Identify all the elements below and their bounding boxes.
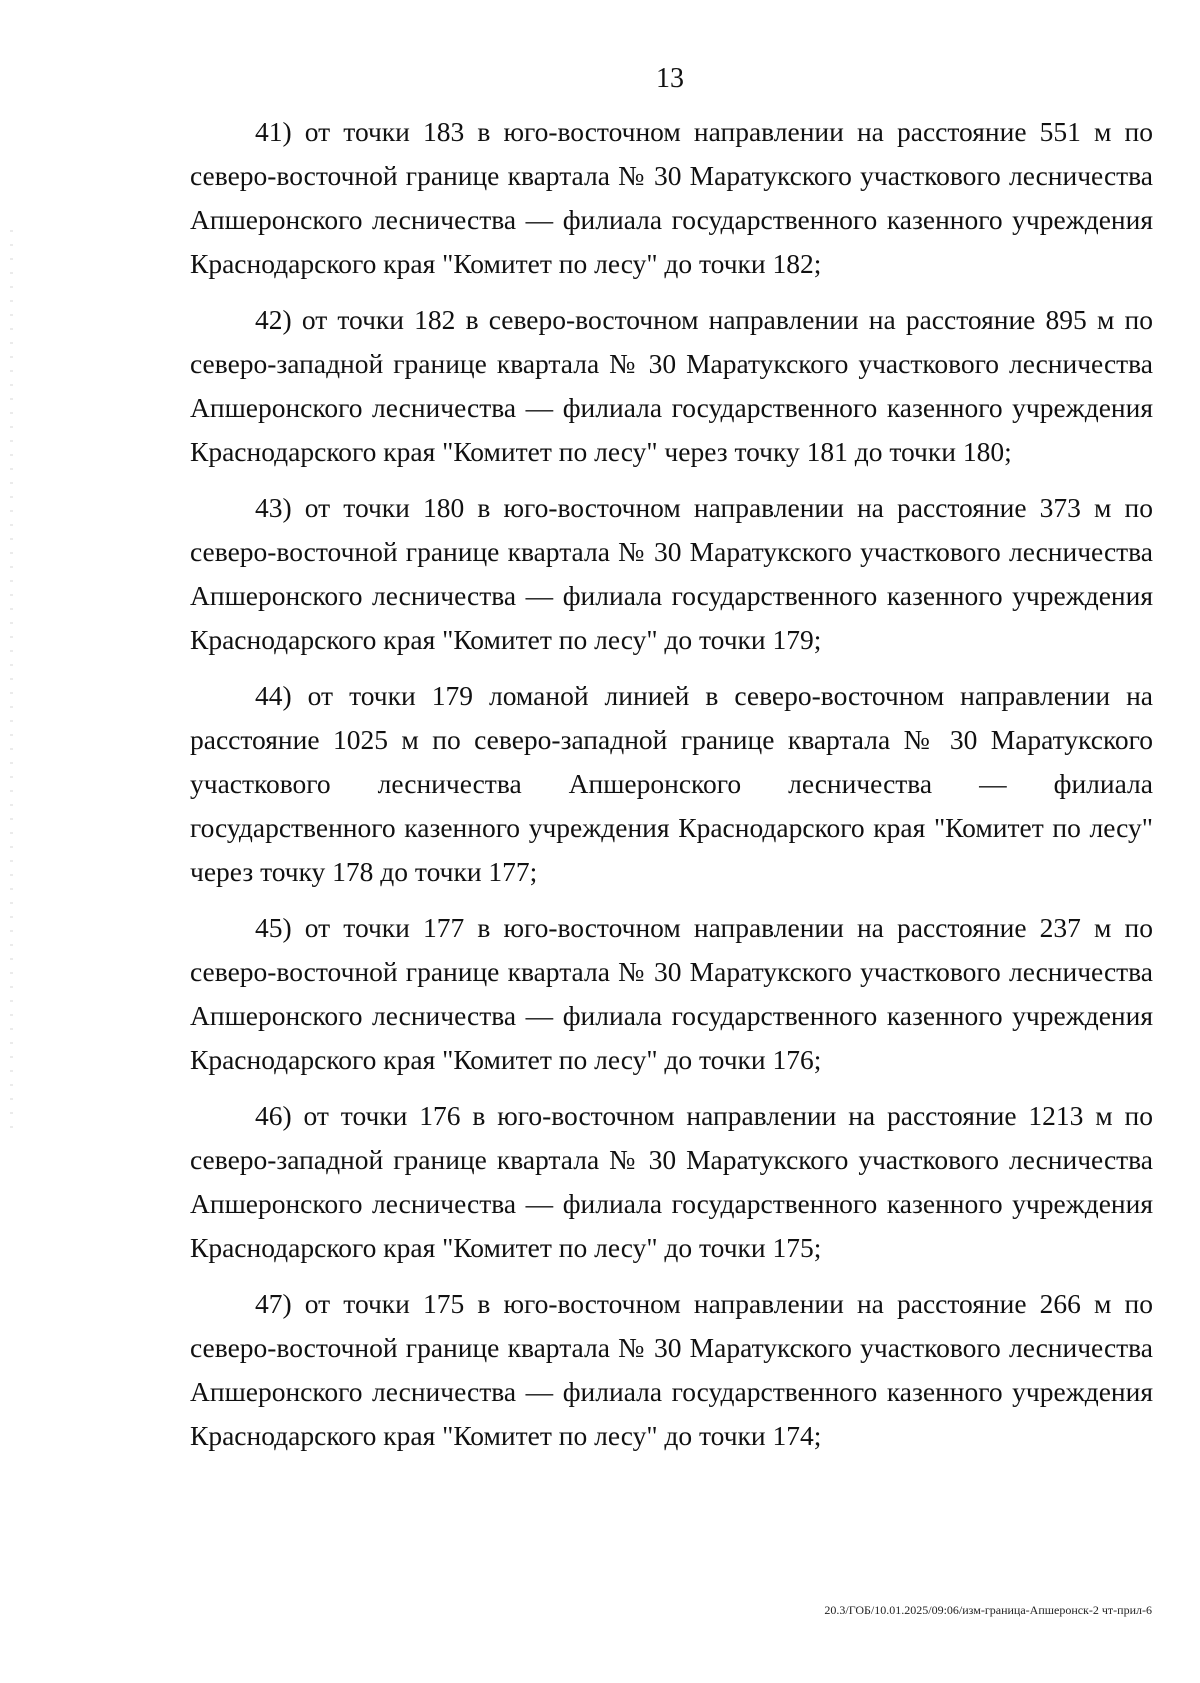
paragraph-42: 42) от точки 182 в северо-восточном направлении на расстояние 895 м по северо-западной границе квартала № 30 Маратукского участкового лесничества Апшеронского лесничества — филиала государственного казенного учреждения Краснодарского края "Комитет по лесу" через точку 181 до точки 180;: [190, 304, 1153, 467]
paragraph-44: 44) от точки 179 ломаной линией в северо-восточном направлении на расстояние 1025 м по северо-западной границе квартала № 30 Маратукского участкового лесничества Апшеронского лесничества — филиала государственного казенного учреждения Краснодарского края "Комитет по лесу" через точку 178 до точки 177;: [190, 680, 1153, 887]
paragraph-43: 43) от точки 180 в юго-восточном направлении на расстояние 373 м по северо-восточной границе квартала № 30 Маратукского участкового лесничества Апшеронского лесничества — филиала государственного казенного учреждения Краснодарского края "Комитет по лесу" до точки 179;: [190, 492, 1153, 655]
paragraph-47: 47) от точки 175 в юго-восточном направлении на расстояние 266 м по северо-восточной границе квартала № 30 Маратукского участкового лесничества Апшеронского лесничества — филиала государственного казенного учреждения Краснодарского края "Комитет по лесу" до точки 174;: [190, 1288, 1153, 1451]
paragraph-46: 46) от точки 176 в юго-восточном направлении на расстояние 1213 м по северо-западной границе квартала № 30 Маратукского участкового лесничества Апшеронского лесничества — филиала государственного казенного учреждения Краснодарского края "Комитет по лесу" до точки 175;: [190, 1100, 1153, 1263]
scan-edge-marks: [10, 230, 13, 1130]
page-number: 13: [656, 63, 684, 94]
paragraph-41: 41) от точки 183 в юго-восточном направлении на расстояние 551 м по северо-восточной границе квартала № 30 Маратукского участкового лесничества Апшеронского лесничества — филиала государственного казенного учреждения Краснодарского края "Комитет по лесу" до точки 182;: [190, 116, 1153, 279]
document-body: [190, 110, 1153, 1470]
paragraph-45: 45) от точки 177 в юго-восточном направлении на расстояние 237 м по северо-восточной границе квартала № 30 Маратукского участкового лесничества Апшеронского лесничества — филиала государственного казенного учреждения Краснодарского края "Комитет по лесу" до точки 176;: [190, 912, 1153, 1075]
document-footer-code: 20.3/ГОБ/10.01.2025/09:06/изм-граница-Апшеронск-2 чт-прил-6: [824, 1603, 1152, 1617]
